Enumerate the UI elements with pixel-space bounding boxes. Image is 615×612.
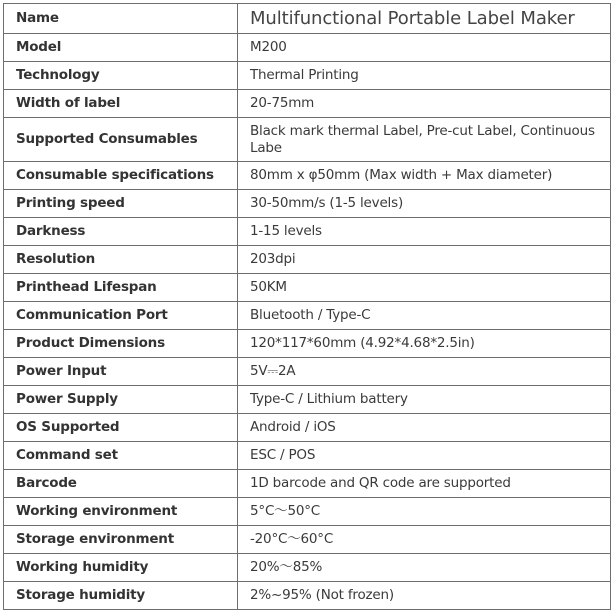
row-value: 2%~95% (Not frozen) — [238, 582, 611, 610]
table-row — [4, 274, 611, 302]
table-row — [4, 246, 611, 274]
row-value: 30-50mm/s (1-5 levels) — [238, 190, 611, 218]
table-row — [4, 442, 611, 470]
row-value: 120*117*60mm (4.92*4.68*2.5in) — [238, 330, 611, 358]
table-row — [4, 218, 611, 246]
row-key: Communication Port — [4, 302, 238, 330]
table-row — [4, 582, 611, 610]
row-value: 5V⎓2A — [238, 358, 611, 386]
row-value: 80mm x φ50mm (Max width + Max diameter) — [238, 162, 611, 190]
row-value: 1-15 levels — [238, 218, 611, 246]
row-key: Working humidity — [4, 554, 238, 582]
row-value: Bluetooth / Type-C — [238, 302, 611, 330]
row-key: Printhead Lifespan — [4, 274, 238, 302]
table-row — [4, 386, 611, 414]
row-value: -20°C～60°C — [238, 526, 611, 554]
row-key: OS Supported — [4, 414, 238, 442]
row-key: Printing speed — [4, 190, 238, 218]
row-value: 1D barcode and QR code are supported — [238, 470, 611, 498]
table-row — [4, 414, 611, 442]
row-key: Technology — [4, 62, 238, 90]
row-value: Type-C / Lithium battery — [238, 386, 611, 414]
row-value: 20-75mm — [238, 90, 611, 118]
row-key: Barcode — [4, 470, 238, 498]
row-value: Black mark thermal Label, Pre-cut Label, Continuous Labe — [238, 118, 611, 162]
product-title: Multifunctional Portable Label Maker — [238, 4, 611, 34]
table-row-name — [4, 4, 611, 34]
row-key: Working environment — [4, 498, 238, 526]
table-row — [4, 62, 611, 90]
table-row — [4, 34, 611, 62]
row-key: Power Input — [4, 358, 238, 386]
spec-table — [3, 3, 611, 610]
row-value: ESC / POS — [238, 442, 611, 470]
row-key: Storage humidity — [4, 582, 238, 610]
row-value: 5°C～50°C — [238, 498, 611, 526]
row-key: Storage environment — [4, 526, 238, 554]
table-row — [4, 358, 611, 386]
table-row — [4, 470, 611, 498]
table-row — [4, 498, 611, 526]
row-key: Model — [4, 34, 238, 62]
row-key: Darkness — [4, 218, 238, 246]
row-key: Consumable specifications — [4, 162, 238, 190]
row-key: Width of label — [4, 90, 238, 118]
table-row — [4, 302, 611, 330]
row-value: Android / iOS — [238, 414, 611, 442]
table-row — [4, 190, 611, 218]
table-row — [4, 526, 611, 554]
row-key: Resolution — [4, 246, 238, 274]
row-key: Command set — [4, 442, 238, 470]
row-key: Supported Consumables — [4, 118, 238, 162]
row-value: M200 — [238, 34, 611, 62]
table-row — [4, 330, 611, 358]
table-row — [4, 118, 611, 162]
row-key: Product Dimensions — [4, 330, 238, 358]
table-row — [4, 162, 611, 190]
row-value: Thermal Printing — [238, 62, 611, 90]
row-value: 50KM — [238, 274, 611, 302]
row-value: 203dpi — [238, 246, 611, 274]
row-key: Name — [4, 4, 238, 34]
row-value: 20%～85% — [238, 554, 611, 582]
table-row — [4, 554, 611, 582]
row-key: Power Supply — [4, 386, 238, 414]
table-row — [4, 90, 611, 118]
